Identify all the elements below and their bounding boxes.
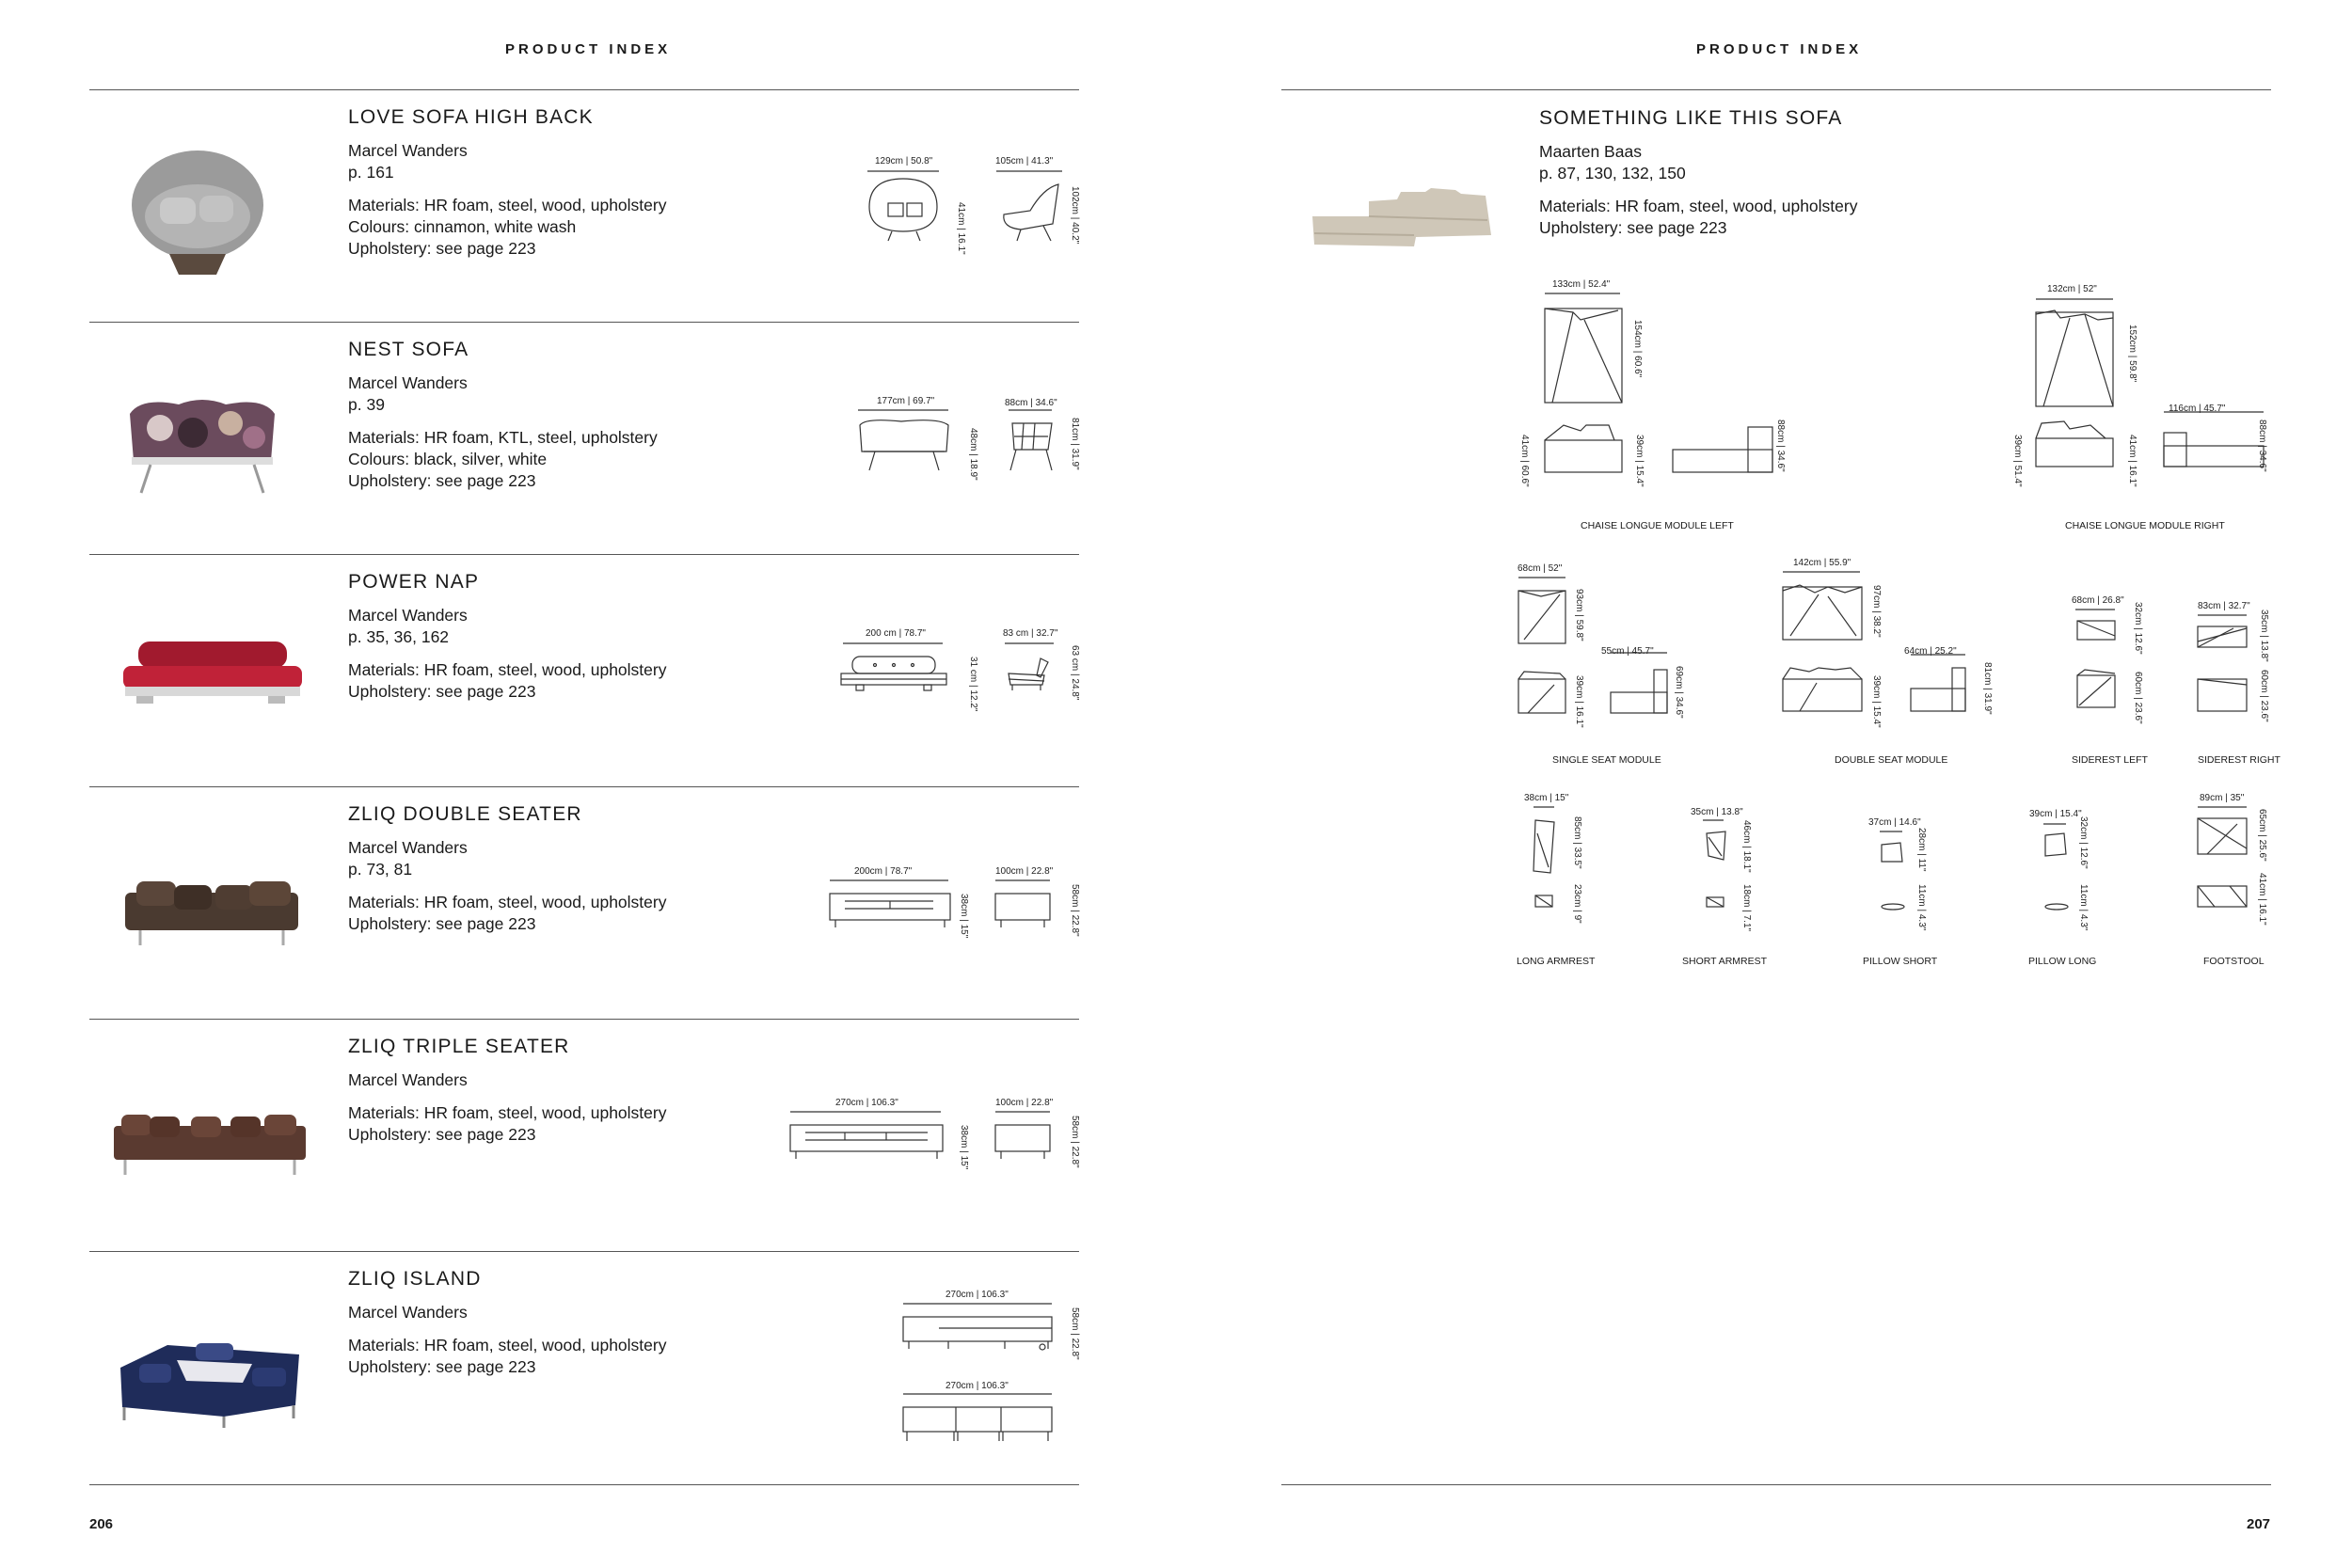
dimension-label: 48cm | 18.9" bbox=[968, 428, 978, 481]
dimension-label: 88cm | 34.6" bbox=[1775, 420, 1786, 472]
dimension-label: 64cm | 25.2" bbox=[1904, 646, 1957, 657]
dimension-label: 85cm | 33.5" bbox=[1572, 816, 1582, 869]
module-label: PILLOW LONG bbox=[2028, 956, 2097, 967]
dimension-label: 142cm | 55.9" bbox=[1793, 558, 1851, 568]
dimension-label: 105cm | 41.3" bbox=[995, 156, 1054, 166]
dimension-label: 65cm | 25.6" bbox=[2257, 809, 2267, 862]
module-label: SHORT ARMREST bbox=[1682, 956, 1768, 967]
zliq-island-photo bbox=[111, 1326, 309, 1430]
product-upholstery: Upholstery: see page 223 bbox=[348, 914, 536, 933]
short-armrest-drawing bbox=[1701, 818, 1739, 912]
dimension-label: 200cm | 78.7" bbox=[854, 866, 913, 877]
product-title: ZLIQ ISLAND bbox=[348, 1268, 482, 1290]
divider bbox=[1281, 1484, 2271, 1485]
dimension-label: 32cm | 12.6" bbox=[2078, 816, 2089, 869]
zliq-double-front-drawing bbox=[828, 879, 960, 935]
zliq-triple-side-drawing bbox=[993, 1110, 1059, 1166]
dimension-label: 28cm | 11" bbox=[1916, 828, 1927, 872]
double-seat-drawing bbox=[1781, 570, 1988, 721]
divider bbox=[1281, 89, 2271, 90]
dimension-label: 133cm | 52.4" bbox=[1552, 279, 1611, 290]
divider bbox=[89, 554, 1079, 555]
module-label: CHAISE LONGUE MODULE LEFT bbox=[1581, 520, 1734, 531]
product-upholstery: Upholstery: see page 223 bbox=[348, 1125, 536, 1144]
dimension-label: 81cm | 31.9" bbox=[1070, 418, 1080, 470]
module-label: SIDEREST LEFT bbox=[2072, 754, 2148, 766]
zliq-triple-front-drawing bbox=[788, 1110, 958, 1166]
module-label: CHAISE LONGUE MODULE RIGHT bbox=[2065, 520, 2225, 531]
dimension-label: 81cm | 31.9" bbox=[1982, 662, 1993, 715]
product-title: LOVE SOFA HIGH BACK bbox=[348, 106, 594, 128]
dimension-label: 38cm | 15" bbox=[1524, 793, 1569, 803]
footstool-drawing bbox=[2196, 805, 2262, 918]
product-materials: Materials: HR foam, steel, wood, upholstery bbox=[348, 1103, 667, 1122]
product-love-sofa bbox=[348, 106, 666, 260]
dimension-label: 154cm | 60.6" bbox=[1632, 320, 1643, 378]
chaise-right-drawing bbox=[2032, 297, 2277, 476]
dimension-label: 200 cm | 78.7" bbox=[866, 628, 926, 639]
product-upholstery: Upholstery: see page 223 bbox=[348, 471, 536, 490]
product-power-nap bbox=[348, 571, 666, 703]
zliq-double-seater-photo bbox=[118, 870, 306, 955]
product-pages: p. 35, 36, 162 bbox=[348, 627, 450, 646]
dimension-label: 11cm | 4.3" bbox=[2078, 884, 2089, 931]
product-zliq-triple-seater bbox=[348, 1036, 666, 1146]
product-designer: Maarten Baas bbox=[1539, 142, 1642, 161]
dimension-label: 132cm | 52" bbox=[2047, 284, 2097, 294]
product-designer: Marcel Wanders bbox=[348, 373, 468, 392]
right-page-number: 207 bbox=[2247, 1516, 2271, 1532]
dimension-label: 102cm | 40.2" bbox=[1070, 186, 1080, 245]
dimension-label: 69cm | 34.6" bbox=[1674, 666, 1684, 719]
dimension-label: 63 cm | 24.8" bbox=[1070, 645, 1080, 701]
product-upholstery: Upholstery: see page 223 bbox=[348, 682, 536, 701]
nest-sofa-side-drawing bbox=[1007, 408, 1073, 474]
dimension-label: 41cm | 16.1" bbox=[2127, 435, 2137, 487]
dimension-label: 270cm | 106.3" bbox=[946, 1290, 1009, 1300]
module-label: SIDEREST RIGHT bbox=[2198, 754, 2280, 766]
dimension-label: 39cm | 51.4" bbox=[2012, 435, 2023, 487]
dimension-label: 23cm | 9" bbox=[1572, 884, 1582, 924]
module-label: DOUBLE SEAT MODULE bbox=[1835, 754, 1948, 766]
dimension-label: 83cm | 32.7" bbox=[2198, 601, 2250, 611]
dimension-label: 39cm | 15.4" bbox=[1871, 675, 1882, 728]
dimension-label: 38cm | 15" bbox=[959, 1125, 969, 1170]
power-nap-photo bbox=[118, 630, 306, 715]
product-designer: Marcel Wanders bbox=[348, 606, 468, 625]
dimension-label: 39cm | 15.4" bbox=[1634, 435, 1645, 487]
something-like-this-sofa-photo bbox=[1303, 179, 1501, 254]
product-designer: Marcel Wanders bbox=[348, 1303, 468, 1322]
product-zliq-double-seater bbox=[348, 803, 666, 935]
dimension-label: 11cm | 4.3" bbox=[1916, 884, 1927, 931]
product-materials: Materials: HR foam, steel, wood, upholstery bbox=[348, 1336, 667, 1354]
zliq-double-side-drawing bbox=[993, 879, 1059, 935]
product-pages: p. 161 bbox=[348, 163, 394, 182]
dimension-label: 177cm | 69.7" bbox=[877, 396, 935, 406]
product-zliq-island bbox=[348, 1268, 666, 1378]
product-title: ZLIQ TRIPLE SEATER bbox=[348, 1036, 570, 1057]
dimension-label: 60cm | 23.6" bbox=[2259, 670, 2269, 722]
dimension-label: 37cm | 14.6" bbox=[1868, 817, 1921, 828]
siderest-left-drawing bbox=[2074, 608, 2139, 721]
product-title: ZLIQ DOUBLE SEATER bbox=[348, 803, 582, 825]
dimension-label: 116cm | 45.7" bbox=[2169, 404, 2226, 414]
product-designer: Marcel Wanders bbox=[348, 838, 468, 857]
product-materials: Materials: HR foam, steel, wood, upholstery bbox=[348, 660, 667, 679]
product-designer: Marcel Wanders bbox=[348, 1070, 468, 1089]
dimension-label: 83 cm | 32.7" bbox=[1003, 628, 1058, 639]
left-page-header: PRODUCT INDEX bbox=[505, 41, 672, 57]
dimension-label: 41cm | 16.1" bbox=[956, 202, 966, 255]
product-colours: Colours: black, silver, white bbox=[348, 450, 548, 468]
right-page-header: PRODUCT INDEX bbox=[1696, 41, 1863, 57]
divider bbox=[89, 786, 1079, 787]
love-sofa-photo bbox=[122, 132, 273, 282]
divider bbox=[89, 1251, 1079, 1252]
dimension-label: 60cm | 23.6" bbox=[2133, 672, 2143, 724]
dimension-label: 55cm | 45.7" bbox=[1601, 646, 1654, 657]
dimension-label: 89cm | 35" bbox=[2200, 793, 2245, 803]
dimension-label: 100cm | 22.8" bbox=[995, 866, 1054, 877]
product-title: NEST SOFA bbox=[348, 339, 469, 360]
dimension-label: 35cm | 13.8" bbox=[1691, 807, 1743, 817]
power-nap-front-drawing bbox=[837, 641, 960, 698]
module-label: PILLOW SHORT bbox=[1863, 956, 1938, 967]
module-label: LONG ARMREST bbox=[1517, 956, 1596, 967]
dimension-label: 93cm | 59.8" bbox=[1574, 589, 1584, 641]
divider bbox=[89, 1484, 1079, 1485]
divider bbox=[89, 322, 1079, 323]
left-page-number: 206 bbox=[89, 1516, 114, 1532]
dimension-label: 100cm | 22.8" bbox=[995, 1098, 1054, 1108]
dimension-label: 88cm | 34.6" bbox=[1005, 398, 1057, 408]
dimension-label: 31 cm | 12.2" bbox=[968, 657, 978, 712]
module-label: FOOTSTOOL bbox=[2203, 956, 2265, 967]
product-pages: p. 87, 130, 132, 150 bbox=[1539, 164, 1686, 182]
dimension-label: 68cm | 52" bbox=[1518, 563, 1563, 574]
dimension-label: 58cm | 22.8" bbox=[1070, 884, 1080, 937]
dimension-label: 58cm | 22.8" bbox=[1070, 1116, 1080, 1168]
chaise-left-drawing bbox=[1541, 292, 1786, 480]
dimension-label: 32cm | 12.6" bbox=[2133, 602, 2143, 655]
module-label: SINGLE SEAT MODULE bbox=[1552, 754, 1661, 766]
product-title: SOMETHING LIKE THIS SOFA bbox=[1539, 107, 1843, 129]
dimension-label: 41cm | 16.1" bbox=[2257, 873, 2267, 926]
divider bbox=[89, 89, 1079, 90]
product-nest-sofa bbox=[348, 339, 658, 492]
zliq-island-top-drawing bbox=[901, 1392, 1061, 1449]
power-nap-side-drawing bbox=[1003, 641, 1069, 698]
dimension-label: 39cm | 15.4" bbox=[2029, 809, 2082, 819]
dimension-label: 88cm | 34.6" bbox=[2257, 420, 2267, 472]
product-upholstery: Upholstery: see page 223 bbox=[348, 239, 536, 258]
zliq-island-front-drawing bbox=[901, 1302, 1061, 1358]
product-materials: Materials: HR foam, steel, wood, upholstery bbox=[1539, 197, 1858, 215]
single-seat-drawing bbox=[1517, 576, 1686, 717]
siderest-right-drawing bbox=[2196, 613, 2262, 717]
product-materials: Materials: HR foam, KTL, steel, upholstery bbox=[348, 428, 658, 447]
dimension-label: 18cm | 7.1" bbox=[1741, 884, 1752, 932]
pillow-short-drawing bbox=[1878, 830, 1915, 914]
nest-sofa-front-drawing bbox=[854, 408, 977, 474]
product-materials: Materials: HR foam, steel, wood, upholstery bbox=[348, 893, 667, 911]
product-materials: Materials: HR foam, steel, wood, upholstery bbox=[348, 196, 667, 214]
product-upholstery: Upholstery: see page 223 bbox=[1539, 218, 1727, 237]
dimension-label: 152cm | 59.8" bbox=[2127, 325, 2137, 383]
product-designer: Marcel Wanders bbox=[348, 141, 468, 160]
love-sofa-front-drawing bbox=[864, 169, 958, 245]
product-colours: Colours: cinnamon, white wash bbox=[348, 217, 577, 236]
dimension-label: 68cm | 26.8" bbox=[2072, 595, 2124, 606]
nest-sofa-photo bbox=[122, 395, 282, 499]
love-sofa-side-drawing bbox=[993, 169, 1087, 245]
dimension-label: 97cm | 38.2" bbox=[1871, 585, 1882, 638]
dimension-label: 58cm | 22.8" bbox=[1070, 1307, 1080, 1360]
product-something-like-this-sofa bbox=[1539, 107, 1857, 239]
product-upholstery: Upholstery: see page 223 bbox=[348, 1357, 536, 1376]
dimension-label: 35cm | 13.8" bbox=[2259, 610, 2269, 662]
zliq-triple-seater-photo bbox=[108, 1105, 310, 1180]
dimension-label: 129cm | 50.8" bbox=[875, 156, 933, 166]
product-pages: p. 39 bbox=[348, 395, 385, 414]
dimension-label: 38cm | 15" bbox=[959, 894, 969, 939]
product-pages: p. 73, 81 bbox=[348, 860, 413, 879]
long-armrest-drawing bbox=[1532, 805, 1579, 918]
dimension-label: 270cm | 106.3" bbox=[835, 1098, 898, 1108]
dimension-label: 41cm | 60.6" bbox=[1519, 435, 1530, 487]
product-title: POWER NAP bbox=[348, 571, 480, 593]
dimension-label: 270cm | 106.3" bbox=[946, 1381, 1009, 1391]
dimension-label: 39cm | 16.1" bbox=[1574, 675, 1584, 728]
divider bbox=[89, 1019, 1079, 1020]
pillow-long-drawing bbox=[2042, 822, 2079, 916]
dimension-label: 46cm | 18.1" bbox=[1741, 820, 1752, 873]
